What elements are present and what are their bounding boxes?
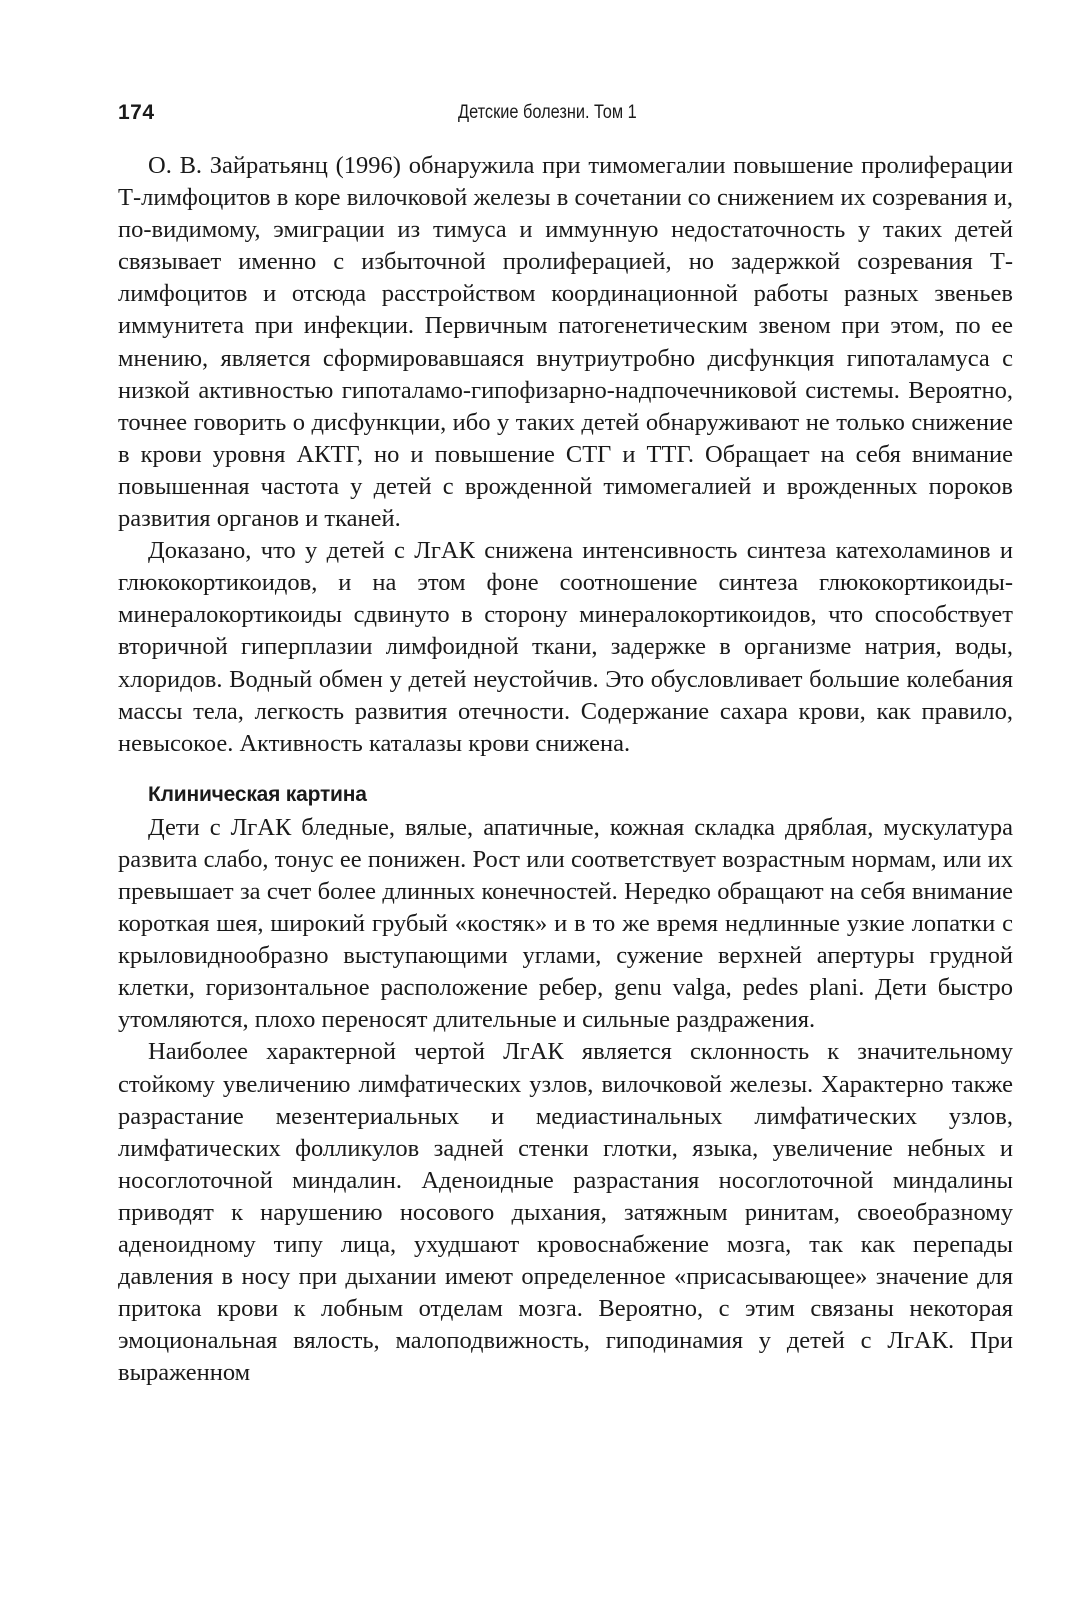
paragraph: Доказано, что у детей с ЛгАК снижена интенсивность синтеза катехоламинов и глюкокортикоидов, и на этом фоне соотношение синтеза глюкокортикоиды-минералокортикоиды сдвинуто в сторону минералокортикоидов, что способствует вторичной гиперплазии лимфоидной ткани, задержке в организме натрия, воды, хлоридов. Водный обмен у детей неустойчив. Это обусловливает большие колебания массы тела, легкость развития отечности. Содержание сахара крови, как правило, невысокое. Активность каталазы крови снижена. <box>118 537 1013 757</box>
paragraph: О. В. Зайратьянц (1996) обнаружила при тимомегалии повышение пролиферации Т-лимфоцитов в коре вилочковой железы в сочетании со снижением их созревания и, по-видимому, эмиграции из тимуса и иммунную недостаточность у таких детей связывает именно с избыточной пролиферацией, но задержкой созревания Т-лимфоцитов и отсюда расстройством координационной работы разных звеньев иммунитета при инфекции. Первичным патогенетическим звеном при этом, по ее мнению, является сформировавшаяся внутриутробно дисфункция гипоталамуса с низкой активностью гипоталамо-гипофизарно-надпочечниковой системы. Вероятно, точнее говорить о дисфункции, ибо у таких детей обнаруживают не только снижение в крови уровня АКТГ, но и повышение СТГ и ТТГ. Обращает на себя внимание повышенная частота у детей с врожденной тимомегалией и врожденных пороков развития органов и тканей. <box>118 152 1013 533</box>
book-title: Детские болезни. Том 1 <box>458 102 637 123</box>
paragraph: Наиболее характерной чертой ЛгАК является склонность к значительному стойкому увеличению лимфатических узлов, вилочковой железы. Характерно также разрастание мезентериальных и медиастинальных лимфатических узлов, лимфатических фолликулов задней стенки глотки, языка, увеличение небных и носоглоточной миндалин. Аденоидные разрастания носоглоточной миндалины приводят к нарушению носового дыхания, затяжным ринитам, своеобразному аденоидному типу лица, ухудшают кровоснабжение мозга, так как перепады давления в носу при дыхании имеют определенное «присасывающее» значение для притока крови к лобным отделам мозга. Вероятно, с этим связаны некоторая эмоциональная вялость, малоподвижность, гиподинамия у детей с ЛгАК. При выраженном <box>118 1038 1013 1387</box>
body-text <box>118 150 1013 1389</box>
page-number: 174 <box>118 101 155 124</box>
paragraph: Дети с ЛгАК бледные, вялые, апатичные, кожная складка дряблая, мускулатура развита слабо, тонус ее понижен. Рост или соответствует возрастным нормам, или их превышает за счет более длинных конечностей. Нередко обращают на себя внимание короткая шея, широкий грубый «костяк» и в то же время недлинные узкие лопатки с крыловиднообразно выступающими углами, сужение верхней апертуры грудной клетки, горизонтальное расположение ребер, genu valga, pedes plani. Дети быстро утомляются, плохо переносят длительные и сильные раздражения. <box>118 813 1013 1034</box>
section-heading: Клиническая картина <box>148 782 367 806</box>
running-head <box>118 101 1013 135</box>
